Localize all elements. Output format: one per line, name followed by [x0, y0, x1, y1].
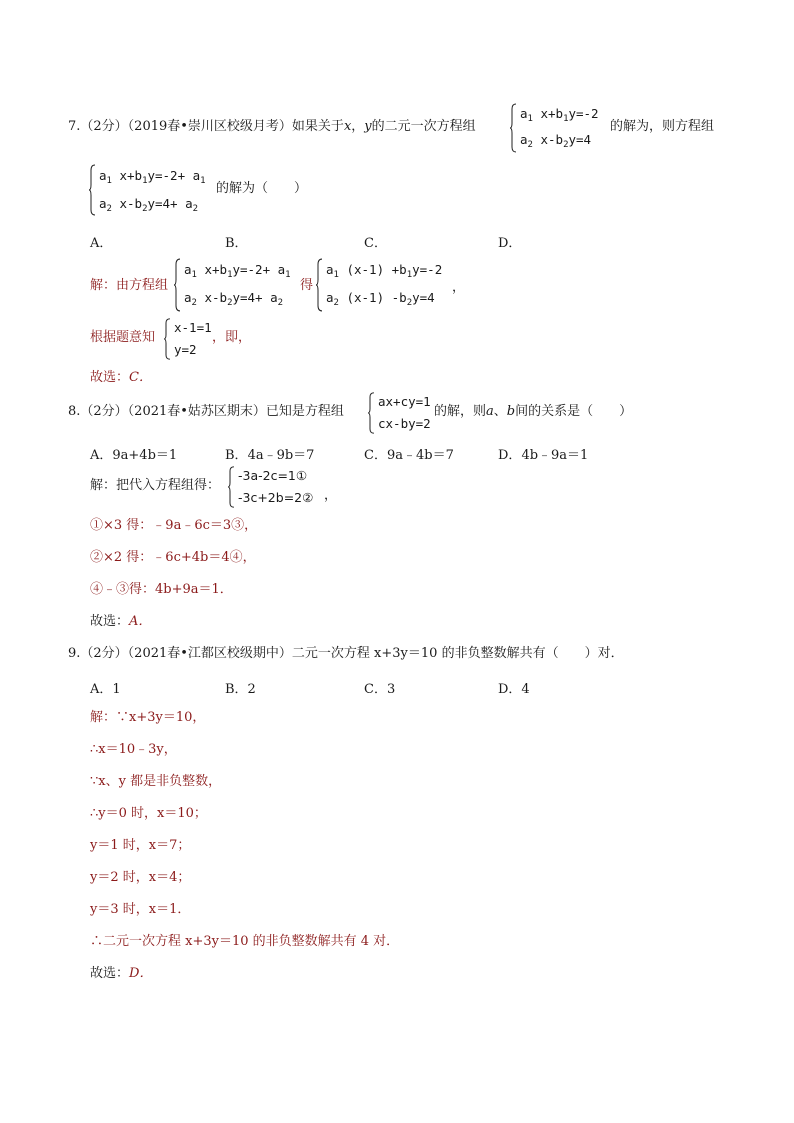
q9-answer-value: D．: [129, 966, 153, 981]
q9-step-5: y＝1 时，x＝7；: [90, 838, 191, 853]
q8-step-3: ④﹣③得：4b+9a＝1．: [90, 582, 233, 597]
q7-solution-label: 解：由方程组: [90, 278, 169, 293]
q7-answer: [90, 370, 152, 386]
q7-stem-suffix: 的解为，则方程组: [610, 119, 715, 134]
q9-step-6: y＝2 时，x＝4；: [90, 870, 191, 885]
q7-sys2-eq2: $a_2$ $x-b_2y=4+ a_2$: [99, 196, 199, 214]
q8-suffix-2: 间的关系是（ ）: [515, 404, 633, 419]
q9-step-8: ∴二元一次方程 x+3y＝10 的非负整数解共有 4 对．: [90, 934, 400, 949]
q8-stem-suffix: [434, 404, 632, 420]
q9-answer-label: 故选：: [90, 966, 130, 981]
q8-answer-label: 故选：: [90, 614, 130, 629]
q7-var-y: y: [364, 119, 372, 134]
q7-answer-value: C．: [129, 370, 152, 385]
q8-var-b: b: [506, 404, 516, 419]
q9-option-c: C．3: [364, 682, 396, 697]
left-brace-icon: [510, 103, 517, 153]
q8-var-a: a: [486, 404, 494, 419]
q7-sys3-eq2: $a_2$ $x-b_2y=4+ a_2$: [184, 290, 284, 308]
q8-option-c: C．9a﹣4b＝7: [364, 448, 454, 463]
q7-by-meaning-tail: ，即，: [212, 330, 252, 345]
q7-option-b: B．: [225, 236, 248, 251]
q7-sys5-eq2: y=2: [174, 342, 197, 357]
q9-option-b: B．2: [225, 682, 256, 697]
q7-stem: [68, 119, 476, 135]
left-brace-icon: [164, 318, 171, 360]
q8-solution-label: 解：把代入方程组得：: [90, 478, 221, 493]
q8-solution-system-tail: ，: [324, 488, 338, 503]
q9-option-d: D．4: [498, 682, 530, 697]
q7-sys2-eq1: $a_1$ $x+b_1y=-2+ a_1$: [99, 168, 206, 186]
q7-sys4-eq1: $a_1$ $(x-1) +b_1y=-2$: [326, 262, 443, 280]
q8-system: [368, 392, 438, 434]
q7-sys1-eq2: $a_2$ $x-b_2y=4$: [520, 132, 592, 150]
q9-step-1: 解：∵x+3y＝10，: [90, 710, 206, 725]
q9-step-2: ∴x＝10﹣3y，: [90, 742, 177, 757]
q7-stem-prefix: 7.（2分）（2019春•崇川区校级月考）如果关于: [68, 119, 344, 134]
q7-by-meaning: 根据题意知: [90, 330, 156, 345]
q7-sys1-eq1: $a_1$ $x+b_1y=-2$: [520, 106, 599, 124]
q9-step-7: y＝3 时，x＝1．: [90, 902, 191, 917]
q7-system-3: [174, 258, 304, 312]
q9-step-3: ∵x、y 都是非负整数，: [90, 774, 222, 789]
left-brace-icon: [228, 466, 235, 508]
q8-sep: 、: [493, 404, 507, 419]
q7-option-c: C．: [364, 236, 387, 251]
left-brace-icon: [316, 258, 323, 312]
q7-sys5-eq1: x-1=1: [174, 320, 212, 335]
q7-solution-get: 得: [300, 278, 314, 293]
q8-answer-value: A．: [129, 614, 152, 629]
left-brace-icon: [89, 164, 96, 216]
q9-option-a: A．1: [90, 682, 121, 697]
q8-suffix-1: 的解，则: [434, 404, 487, 419]
q7-stem-mid: 的二元一次方程组: [371, 119, 476, 134]
q7-system-4: [316, 258, 456, 312]
q7-solution-end: ，: [452, 280, 466, 295]
q8-answer: [90, 614, 151, 630]
q8-stem-prefix: 8.（2分）（2021春•姑苏区期末）已知是方程组: [68, 404, 344, 419]
q8-option-a: A．9a+4b＝1: [90, 448, 178, 463]
q7-system-1: [510, 103, 610, 153]
q9-step-4: ∴y＝0 时，x＝10；: [90, 806, 207, 821]
q9-answer: [90, 966, 152, 982]
q8-solution-system: [228, 466, 328, 508]
q7-answer-label: 故选：: [90, 370, 130, 385]
left-brace-icon: [368, 392, 375, 434]
q7-option-a: A．: [90, 236, 113, 251]
q7-var-x: x: [343, 119, 352, 134]
q8-step-2: ②×2 得：﹣6c+4b＝4④，: [90, 550, 256, 565]
q8-sol-eq2: -3c+2b=2②: [238, 490, 314, 505]
q8-sys-eq1: ax+cy=1: [378, 394, 431, 409]
q8-option-d: D．4b﹣9a＝1: [498, 448, 589, 463]
q8-sys-eq2: cx-by=2: [378, 416, 431, 431]
q7-system-2: [89, 164, 219, 216]
q7-sys4-eq2: $a_2$ (x-1) $-b_2y=4$: [326, 290, 435, 308]
q7-option-d: D．: [498, 236, 522, 251]
q7-comma: ，: [351, 119, 365, 134]
q7-stem-tail: 的解为（ ）: [216, 181, 308, 196]
q8-step-1: ①×3 得：﹣9a﹣6c＝3③，: [90, 518, 258, 533]
q7-sys3-eq1: $a_1$ $x+b_1y=-2+ a_1$: [184, 262, 291, 280]
left-brace-icon: [174, 258, 181, 312]
q8-sol-eq1: -3a-2c=1①: [238, 468, 308, 483]
q8-option-b: B．4a﹣9b＝7: [225, 448, 315, 463]
q9-stem: 9.（2分）（2021春•江都区校级期中）二元一次方程 x+3y＝10 的非负整数解共有（ ）对．: [68, 646, 624, 661]
